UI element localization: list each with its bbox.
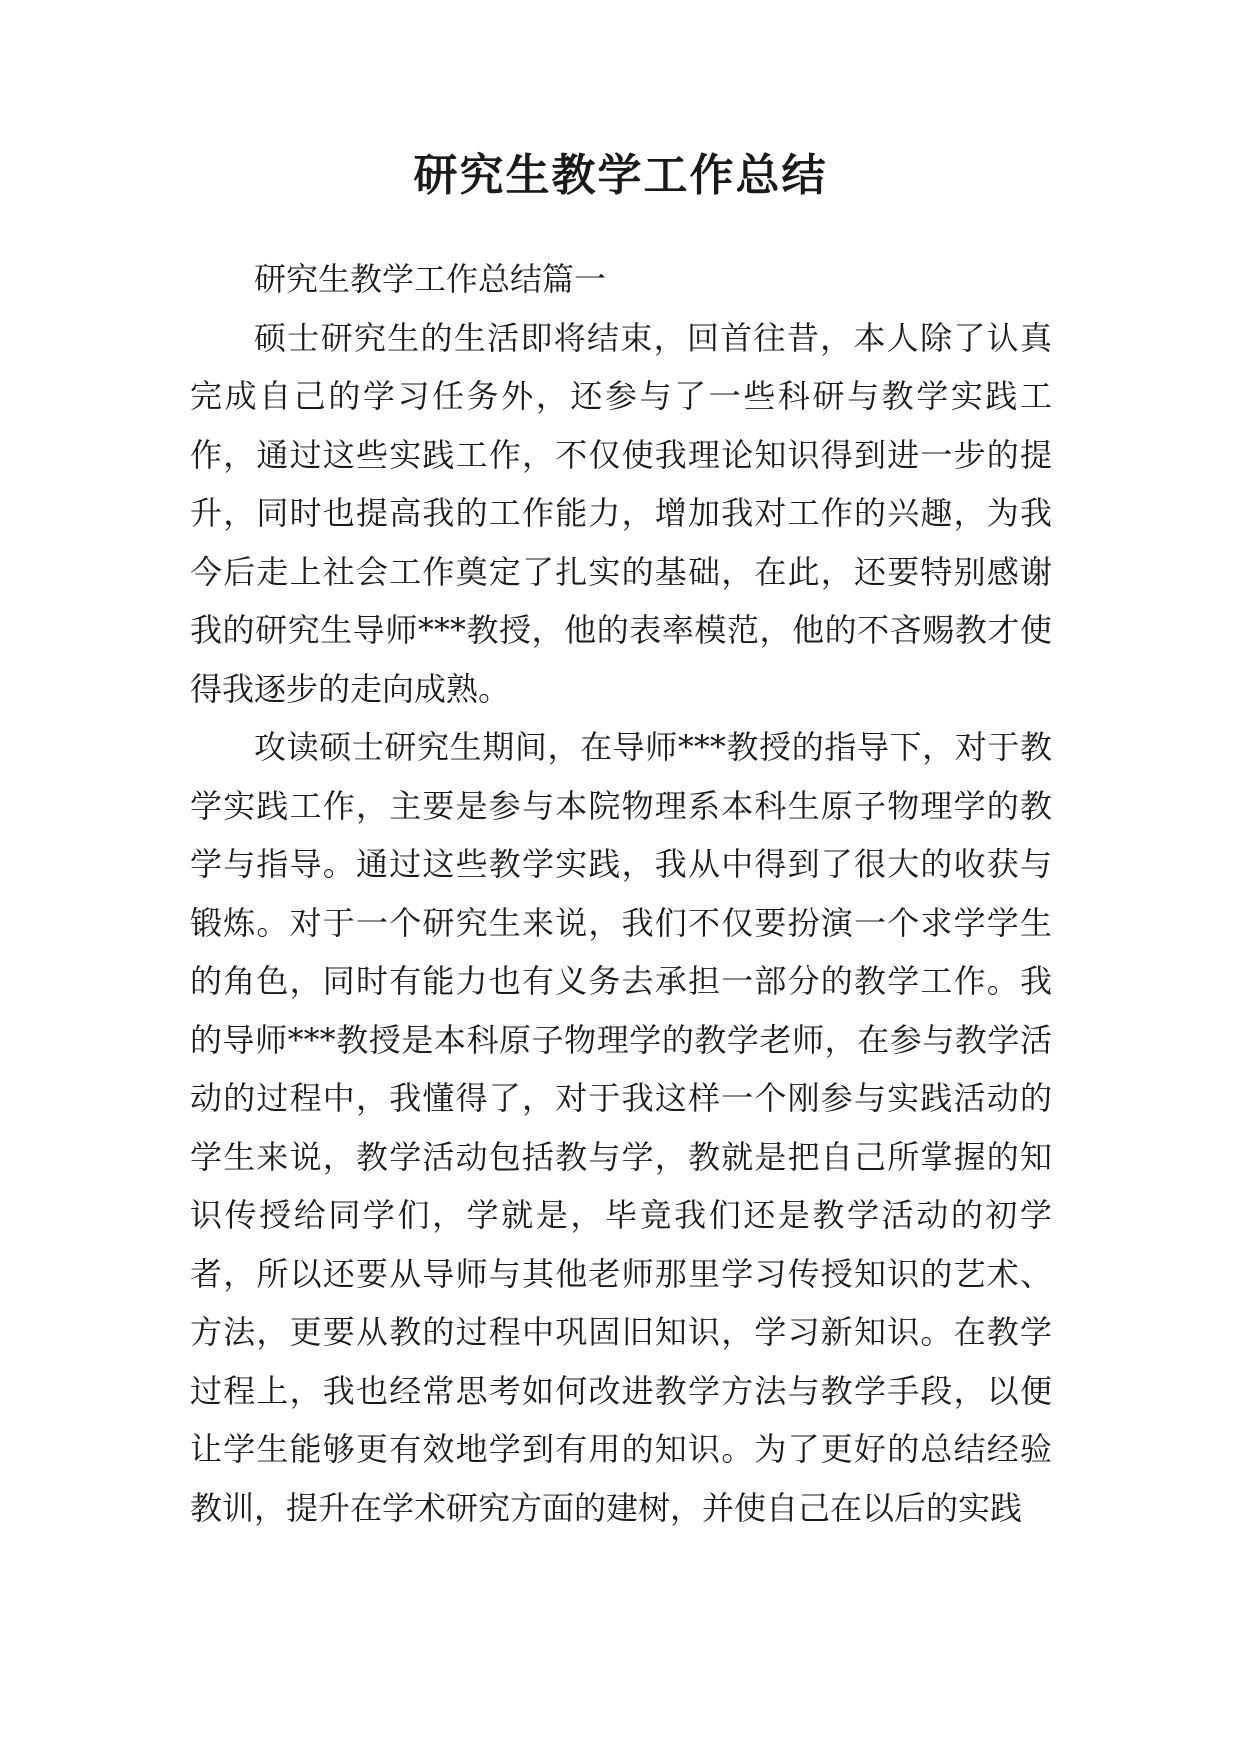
document-title: 研究生教学工作总结 — [413, 150, 828, 201]
document-body — [190, 250, 1052, 1537]
paragraph-2: 攻读硕士研究生期间，在导师***教授的指导下，对于教学实践工作，主要是参与本院物理系本科生原子物理学的教学与指导。通过这些教学实践，我从中得到了很大的收获与锻炼。对于一个研究生来说，我们不仅要扮演一个求学学生的角色，同时有能力也有义务去承担一部分的教学工作。我的导师***教授是本科原子物理学的教学老师，在参与教学活动的过程中，我懂得了，对于我这样一个刚参与实践活动的学生来说，教学活动包括教与学，教就是把自己所掌握的知识传授给同学们，学就是，毕竟我们还是教学活动的初学者，所以还要从导师与其他老师那里学习传授知识的艺术、方法，更要从教的过程中巩固旧知识，学习新知识。在教学过程上，我也经常思考如何改进教学方法与教学手段，以便让学生能够更有效地学到有用的知识。为了更好的总结经验教训，提升在学术研究方面的建树，并使自己在以后的实践 — [190, 728, 1052, 1527]
section-heading: 研究生教学工作总结篇一 — [254, 260, 607, 298]
paragraph-1: 硕士研究生的生活即将结束，回首往昔，本人除了认真完成自己的学习任务外，还参与了一些科研与教学实践工作，通过这些实践工作，不仅使我理论知识得到进一步的提升，同时也提高我的工作能力，增加我对工作的兴趣，为我今后走上社会工作奠定了扎实的基础，在此，还要特别感谢我的研究生导师***教授，他的表率模范，他的不吝赐教才使得我逐步的走向成熟。 — [190, 318, 1052, 708]
